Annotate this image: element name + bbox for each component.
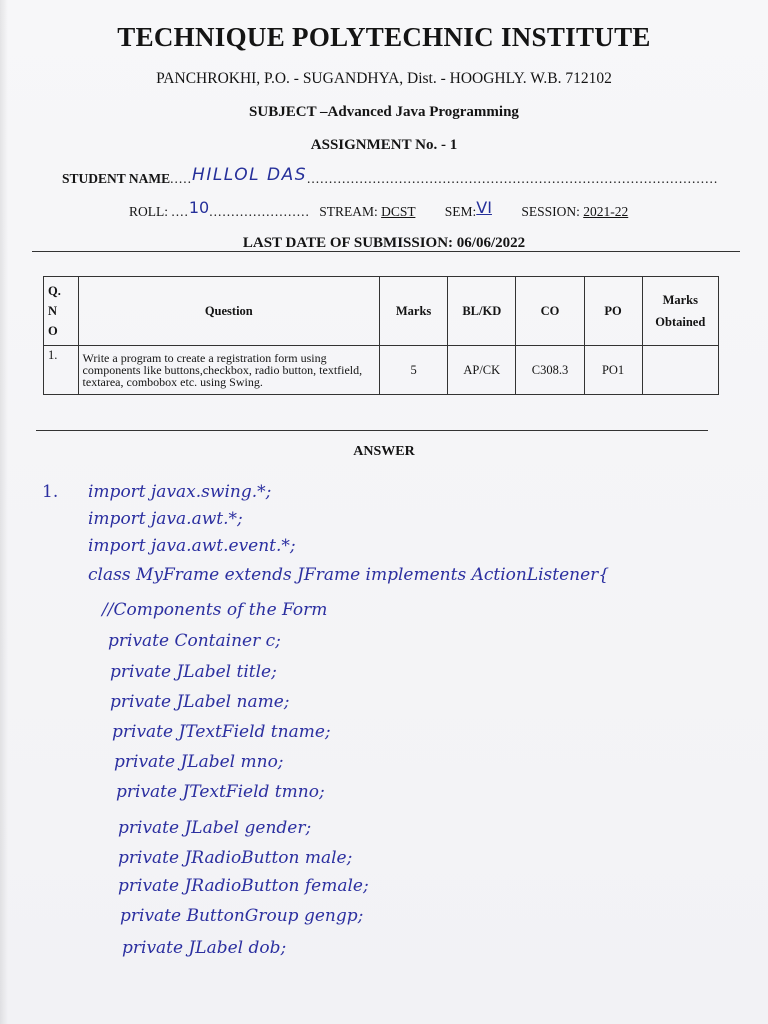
institute-address: PANCHROKHI, P.O. - SUGANDHYA, Dist. - HOOGHLY. W.B. 712102 (156, 70, 612, 87)
cell-po: PO1 (584, 346, 642, 395)
subject-line: SUBJECT –Advanced Java Programming (249, 104, 519, 120)
roll-value: 10 (188, 198, 210, 217)
header-obtained-line1: Marks (662, 293, 698, 307)
cell-marks: 5 (380, 346, 448, 395)
code-line: private JLabel name; (110, 692, 290, 712)
dot-leader: ..... (170, 171, 193, 186)
header-qno-line2: N (48, 304, 58, 318)
code-line: private JLabel mno; (114, 752, 284, 772)
header-marks: Marks (380, 277, 448, 346)
code-line: //Components of the Form (102, 600, 328, 620)
header-po: PO (584, 277, 642, 346)
answer-heading: ANSWER (353, 444, 415, 459)
cell-question: Write a program to create a registration form using components like buttons,checkbox, radio button, textfield, textarea, combobox etc. using Swing. (78, 346, 380, 395)
assignment-number: ASSIGNMENT No. - 1 (310, 137, 458, 153)
header-obtained-line2: Obtained (655, 315, 706, 329)
dot-leader: ....................... (209, 204, 310, 219)
stream-value: DCST (381, 204, 416, 219)
code-line: import javax.swing.*; (88, 482, 272, 502)
code-line: import java.awt.*; (88, 509, 243, 529)
header-co: CO (516, 277, 584, 346)
code-line: private JLabel title; (110, 662, 277, 682)
dot-leader: .... (171, 204, 189, 219)
cell-co: C308.3 (516, 346, 584, 395)
header-qno-line3: O (48, 324, 58, 338)
code-line: private Container c; (108, 631, 281, 651)
code-line: private JTextField tmno; (116, 782, 325, 802)
answer-question-number: 1. (42, 482, 59, 502)
header-question: Question (78, 277, 380, 346)
roll-label: ROLL: (129, 204, 168, 219)
student-name-label: STUDENT NAME (62, 171, 171, 186)
cell-blkd: AP/CK (448, 346, 516, 395)
session-label: SESSION: (521, 204, 580, 219)
code-line: private JRadioButton female; (118, 876, 369, 896)
sem-label: SEM: (444, 204, 477, 219)
cell-qno: 1. (44, 346, 79, 395)
student-name-value: HILLOL DAS (192, 165, 308, 185)
institute-title: TECHNIQUE POLYTECHNIC INSTITUTE (117, 22, 651, 52)
header-blkd: BL/KD (448, 277, 516, 346)
code-line: private JLabel dob; (122, 938, 287, 958)
dot-leader: .............................................................................................. (307, 171, 719, 186)
code-line: private JRadioButton male; (118, 848, 353, 868)
code-line: import java.awt.event.*; (88, 536, 296, 556)
code-line: class MyFrame extends JFrame implements ActionListener{ (88, 565, 610, 585)
session-value: 2021-22 (583, 204, 629, 219)
code-line: private JLabel gender; (118, 818, 312, 838)
submission-deadline: LAST DATE OF SUBMISSION: 06/06/2022 (242, 235, 526, 251)
code-line: private ButtonGroup gengp; (120, 906, 364, 926)
sem-value: VI (476, 198, 492, 217)
header-qno-line1: Q. (48, 284, 61, 298)
code-line: private JTextField tname; (112, 722, 331, 742)
stream-label: STREAM: (319, 204, 378, 219)
